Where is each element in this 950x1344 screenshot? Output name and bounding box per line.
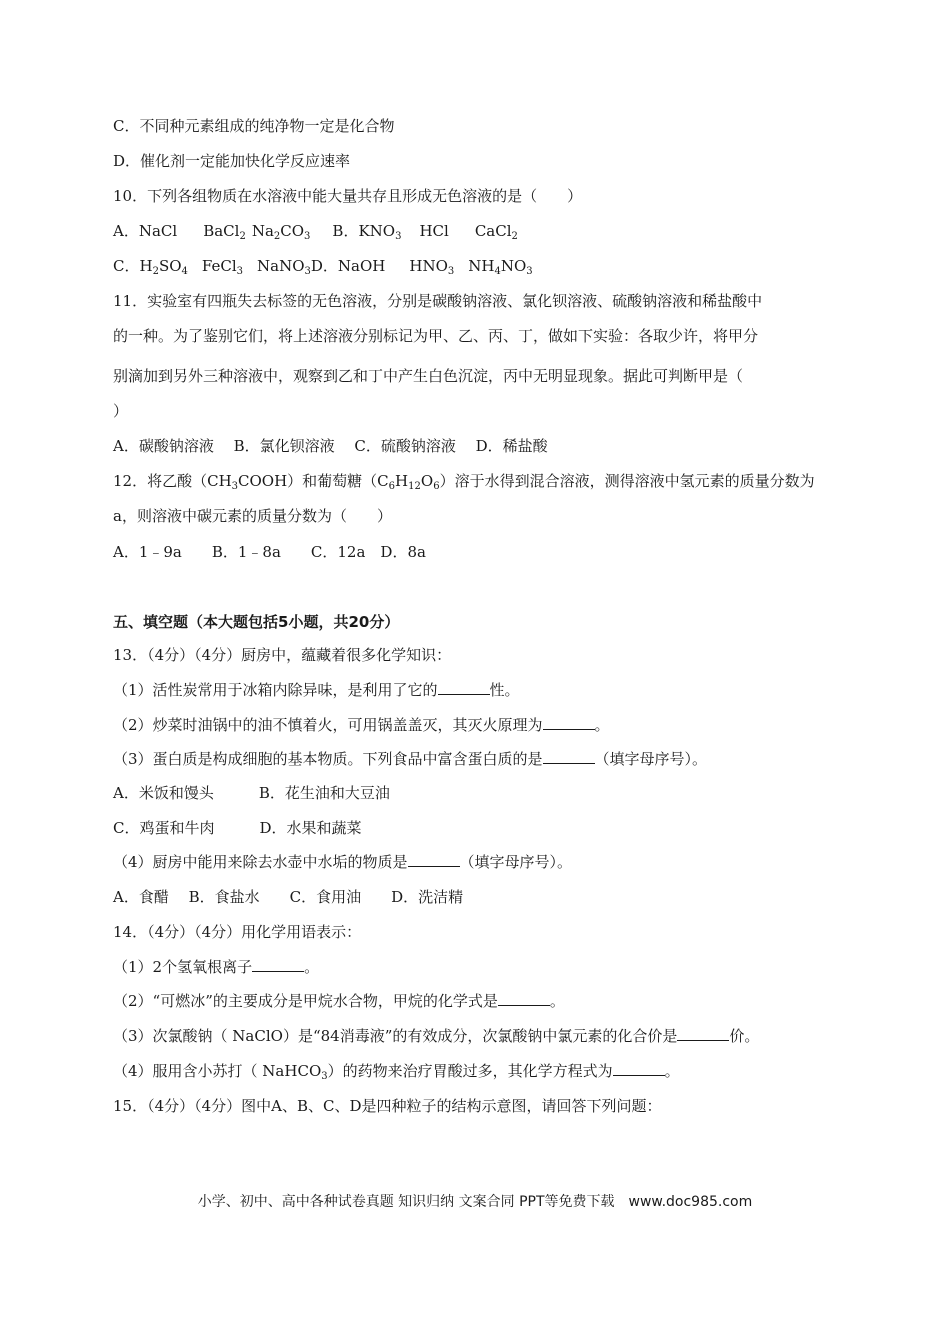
q13-part-1: （1）活性炭常用于冰箱内除异味，是利用了它的 性。 xyxy=(113,681,520,699)
q15-stem: 15．（4分）（4分）图中A、B、C、D是四种粒子的结构示意图，请回答下列问题： xyxy=(113,1097,662,1115)
answer-blank xyxy=(543,749,595,764)
q12-line-2: a，则溶液中碳元素的质量分数为（ ） xyxy=(113,507,392,525)
answer-blank xyxy=(498,991,550,1006)
q13-options-ab: A．米饭和馒头 B．花生油和大豆油 xyxy=(113,784,390,802)
q13-part-2: （2）炒菜时油锅中的油不慎着火，可用锅盖盖灭，其灭火原理为 。 xyxy=(113,716,610,734)
answer-blank xyxy=(252,957,304,972)
q13-stem: 13．（4分）（4分）厨房中，蕴藏着很多化学知识： xyxy=(113,646,452,664)
q10-options-ab: A．NaCl BaCl$_2$ $Na_2CO_3$ B．$KNO_3$ HCl CaCl$_2$ xyxy=(113,222,518,242)
q11-line-2: 的一种。为了鉴别它们，将上述溶液分别标记为甲、乙、丙、丁，做如下实验：各取少许，将甲分 xyxy=(113,327,759,345)
q14-part-4: （4）服用含小苏打（ NaHCO$_3$）的药物来治疗胃酸过多，其化学方程式为 。 xyxy=(113,1062,680,1082)
answer-blank xyxy=(438,680,490,695)
q14-part-3: （3）次氯酸钠（ NaClO）是“84消毒液”的有效成分，次氯酸钠中氯元素的化合价是 价。 xyxy=(113,1027,760,1045)
section-heading: 五、填空题（本大题包括5小题，共20分） xyxy=(113,613,400,631)
answer-blank xyxy=(408,852,460,867)
answer-blank xyxy=(613,1061,665,1076)
q13-part-4-options: A．食醋 B．食盐水 C．食用油 D．洗洁精 xyxy=(113,888,464,906)
q11-options: A．碳酸钠溶液 B．氯化钡溶液 C．硫酸钠溶液 D．稀盐酸 xyxy=(113,437,548,455)
q13-part-3: （3）蛋白质是构成细胞的基本物质。下列食品中富含蛋白质的是 （填字母序号）。 xyxy=(113,750,708,768)
q12-line-1: 12．将乙酸$(CH_3COOH)$和葡萄糖$(C_6H_{12}O_6)$溶于水得到混合溶液，测得溶液中氢元素的质量分数为 xyxy=(113,472,815,492)
q12-options: A．1﹣9a B．1﹣8a C．12a D．8a xyxy=(113,543,426,561)
q13-part-4: （4）厨房中能用来除去水壶中水垢的物质是 （填字母序号）。 xyxy=(113,853,573,871)
page-footer: 小学、初中、高中各种试卷真题 知识归纳 文案合同 PPT等免费下载 www.doc985.com xyxy=(197,1194,753,1210)
q10-options-cd: C．$H_2SO_4$ FeCl$_3$ NaNO$_3$D．NaOH $HNO_3$ $NH_4NO_3$ xyxy=(113,257,533,277)
q14-stem: 14．（4分）（4分）用化学用语表示： xyxy=(113,923,362,941)
answer-blank xyxy=(543,715,595,730)
q11-line-3: 别滴加到另外三种溶液中，观察到乙和丁中产生白色沉淀，丙中无明显现象。据此可判断甲是（ xyxy=(113,367,744,385)
q9-option-d: D．催化剂一定能加快化学反应速率 xyxy=(113,152,351,170)
q11-line-1: 11．实验室有四瓶失去标签的无色溶液，分别是碳酸钠溶液、氯化钡溶液、硫酸钠溶液和稀盐酸中 xyxy=(113,292,763,310)
q11-line-4: ） xyxy=(113,402,129,420)
q14-part-2: （2）“可燃冰”的主要成分是甲烷水合物，甲烷的化学式是 。 xyxy=(113,992,565,1010)
q14-part-1: （1）2个氢氧根离子 。 xyxy=(113,958,320,976)
q13-options-cd: C．鸡蛋和牛肉 D．水果和蔬菜 xyxy=(113,819,362,837)
answer-blank xyxy=(677,1026,729,1041)
q10-stem: 10．下列各组物质在水溶液中能大量共存且形成无色溶液的是（ ） xyxy=(113,187,583,205)
q9-option-c: C．不同种元素组成的纯净物一定是化合物 xyxy=(113,117,395,135)
